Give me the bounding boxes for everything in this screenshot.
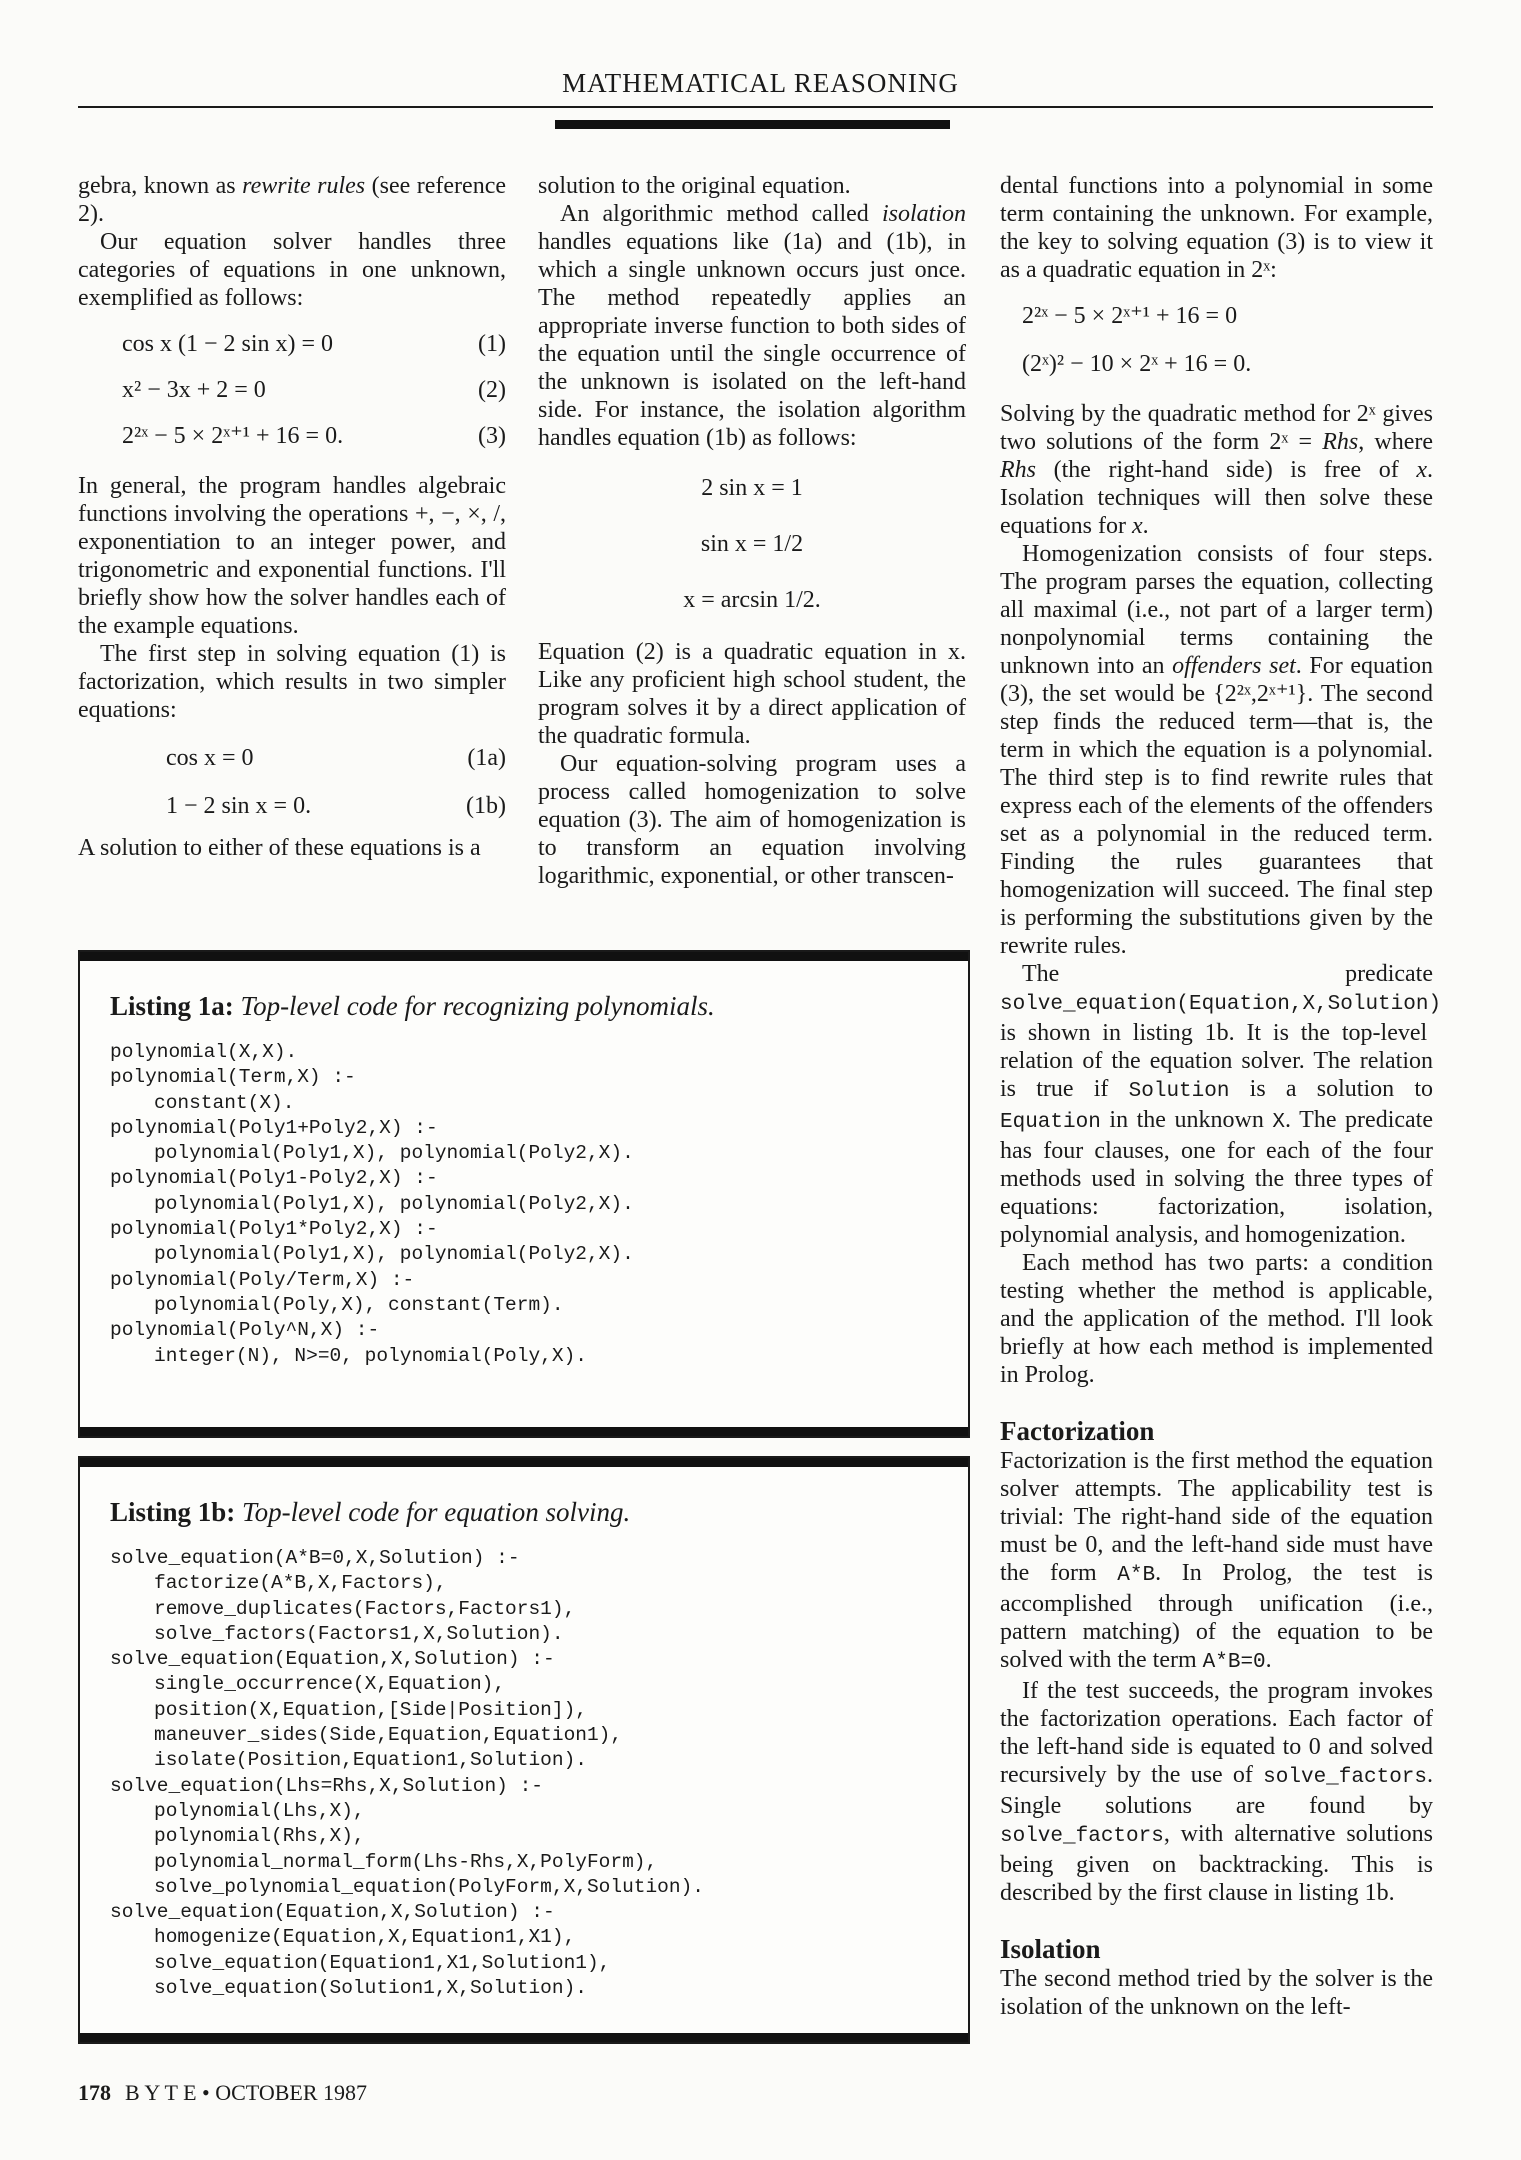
paragraph: Homogenization consists of four steps. The program parses the equation, collecting all maximal (i.e., not part of a larger term) nonpolynomial terms containing the unknown into an offenders set. For equation (3), the set would be {2²ˣ,2ˣ⁺¹}. The second step finds the reduced term—that is, the term in which the equation is a polynomial. The third step is to find rewrite rules that express each of the elements of the offenders set as a polynomial in the reduced term. Finding the rules guarantees that homogenization will succeed. The final step is performing the substitutions given by the rewrite rules. [1000,541,1433,959]
listing-1a [78,950,970,1438]
code-block [110,1040,968,1369]
code-line: polynomial(Poly1-Poly2,X) :- [110,1167,438,1190]
code-line: homogenize(Equation,X,Equation1,X1), [154,1926,576,1949]
equation: 2 sin x = 1 [701,475,803,501]
section-heading: Factorization [1000,1416,1155,1446]
code-line: solve_polynomial_equation(PolyForm,X,Solution). [154,1875,704,1898]
header-rule [78,106,1433,108]
code-line: constant(X). [154,1091,295,1114]
listing-1b [78,1456,970,2044]
magazine-issue: B Y T E • OCTOBER 1987 [125,2080,367,2105]
code-line: solve_equation(Lhs=Rhs,X,Solution) :- [110,1774,543,1797]
code-line: position(X,Equation,[Side|Position]), [154,1698,587,1721]
code-line: polynomial(Poly,X), constant(Term). [154,1293,564,1316]
paragraph: Each method has two parts: a condition testing whether the method is applicable, and the application of the method. I'll look briefly at how each method is implemented in Prolog. [1000,1250,1433,1388]
equation: 1 − 2 sin x = 0. (1b) [166,793,506,819]
section-heading: Isolation [1000,1934,1101,1964]
listing-top-bar [80,952,968,961]
paragraph: If the test succeeds, the program invokes the factorization operations. Each factor of the left-hand side is equated to 0 and solved recursively by the use of solve_factors. Single solutions are found by solve_factors, with alternative solutions being given on backtracking. This is described by the first clause in listing 1b. [1000,1678,1433,1906]
equation: x² − 3x + 2 = 0 (2) [122,377,506,403]
code-line: polynomial(X,X). [110,1041,298,1063]
listing-top-bar [80,1458,968,1467]
code-line: solve_equation(Equation,X,Solution) :- [110,1901,555,1924]
code-line: solve_equation(A*B=0,X,Solution) :- [110,1547,520,1569]
code-line: polynomial(Poly/Term,X) :- [110,1268,415,1291]
listing-bottom-bar [80,1427,968,1436]
paragraph: Our equation solver handles three categories of equations in one unknown, exemplified as follows: [78,229,506,311]
equation: cos x (1 − 2 sin x) = 0 (1) [122,331,506,357]
equation: (2ˣ)² − 10 × 2ˣ + 16 = 0. [1022,351,1252,377]
paragraph: In general, the program handles algebraic functions involving the operations +, −, ×, /, exponentiation to an integer power, and trigonometric and exponential functions. I'll briefly show how the solver handles each of the example equations. [78,473,506,639]
column-1 [78,172,506,862]
code-line: solve_equation(Solution1,X,Solution). [154,1977,587,2000]
column-3 [1000,172,1442,2021]
code-line: polynomial(Poly1*Poly2,X) :- [110,1218,438,1241]
code-line: polynomial(Poly1,X), polynomial(Poly2,X). [154,1192,634,1215]
code-line: maneuver_sides(Side,Equation,Equation1), [154,1724,623,1747]
code-line: remove_duplicates(Factors,Factors1), [154,1597,576,1620]
code-line: single_occurrence(X,Equation), [154,1673,506,1696]
code-line: polynomial(Poly^N,X) :- [110,1319,380,1342]
listing-title: Listing 1b: Top-level code for equation solving. [110,1497,631,1527]
equation: x = arcsin 1/2. [683,587,821,613]
listing-bottom-bar [80,2033,968,2042]
paragraph: The second method tried by the solver is the isolation of the unknown on the left- [1000,1966,1433,2020]
code-line: polynomial(Poly1,X), polynomial(Poly2,X). [154,1243,634,1266]
code-block [110,1546,968,2001]
paragraph: Our equation-solving program uses a process called homogenization to solve equation (3). The aim of homogenization is to transform an equation involving logarithmic, exponential, or other transcen- [538,751,966,889]
code-line: isolate(Position,Equation1,Solution). [154,1749,587,1772]
column-2 [538,172,966,890]
code-line: solve_factors(Factors1,X,Solution). [154,1622,564,1645]
equation: 2²ˣ − 5 × 2ˣ⁺¹ + 16 = 0. (3) [122,423,506,449]
paragraph: solution to the original equation. [538,173,851,199]
equation: sin x = 1/2 [700,531,804,557]
page-number: 178 [78,2080,111,2105]
equation: cos x = 0 (1a) [166,745,506,771]
page-footer [78,2080,367,2106]
code-line: polynomial(Poly1+Poly2,X) :- [110,1116,438,1139]
code-line: solve_equation(Equation,X,Solution) :- [110,1648,555,1671]
code-line: integer(N), N>=0, polynomial(Poly,X). [154,1344,587,1367]
code-line: polynomial(Term,X) :- [110,1066,356,1089]
code-line: solve_equation(Equation1,X1,Solution1), [154,1951,611,1974]
code-line: factorize(A*B,X,Factors), [154,1572,447,1595]
paragraph: gebra, known as rewrite rules (see reference 2). [78,173,507,227]
code-line: polynomial_normal_form(Lhs-Rhs,X,PolyForm), [154,1850,658,1873]
paragraph: An algorithmic method called isolation handles equations like (1a) and (1b), in which a single unknown occurs just once. The method repeatedly applies an appropriate inverse function to both sides of the equation until the single occurrence of the unknown is isolated on the left-hand side. For instance, the isolation algorithm handles equation (1b) as follows: [538,201,966,451]
listing-title: Listing 1a: Top-level code for recognizing polynomials. [110,991,715,1021]
paragraph: Factorization is the first method the equation solver attempts. The applicability test is trivial: The right-hand side of the equation must be 0, and the left-hand side must have the form A*B. In Prolog, the test is accomplished through unification (i.e., pattern matching) of the equation to be solved with the term A*B=0. [1000,1448,1433,1674]
paragraph: The predicate solve_equation(Equation,X,Solution) is shown in listing 1b. It is the top-level relation of the equation solver. The relation is true if Solution is a solution to Equation in the unknown X. The predicate has four clauses, one for each of the four methods used in solving the three types of equations: factorization, isolation, polynomial analysis, and homogenization. [1000,961,1442,1248]
code-line: polynomial(Rhs,X), [154,1825,365,1848]
paragraph: Solving by the quadratic method for 2ˣ gives two solutions of the form 2ˣ = Rhs, where Rhs (the right-hand side) is free of x. Isolation techniques will then solve these equations for x. [1000,401,1433,539]
paragraph: A solution to either of these equations is a [78,835,481,861]
header-bar [555,120,950,129]
paragraph: dental functions into a polynomial in some term containing the unknown. For example, the key to solving equation (3) is to view it as a quadratic equation in 2ˣ: [1000,173,1433,283]
code-line: polynomial(Lhs,X), [154,1799,365,1822]
paragraph: Equation (2) is a quadratic equation in x. Like any proficient high school student, the program solves it by a direct application of the quadratic formula. [538,639,966,749]
running-header: MATHEMATICAL REASONING [562,68,959,98]
paragraph: The first step in solving equation (1) is factorization, which results in two simpler equations: [78,641,506,723]
equation: 2²ˣ − 5 × 2ˣ⁺¹ + 16 = 0 [1022,303,1238,329]
code-line: polynomial(Poly1,X), polynomial(Poly2,X). [154,1142,634,1165]
